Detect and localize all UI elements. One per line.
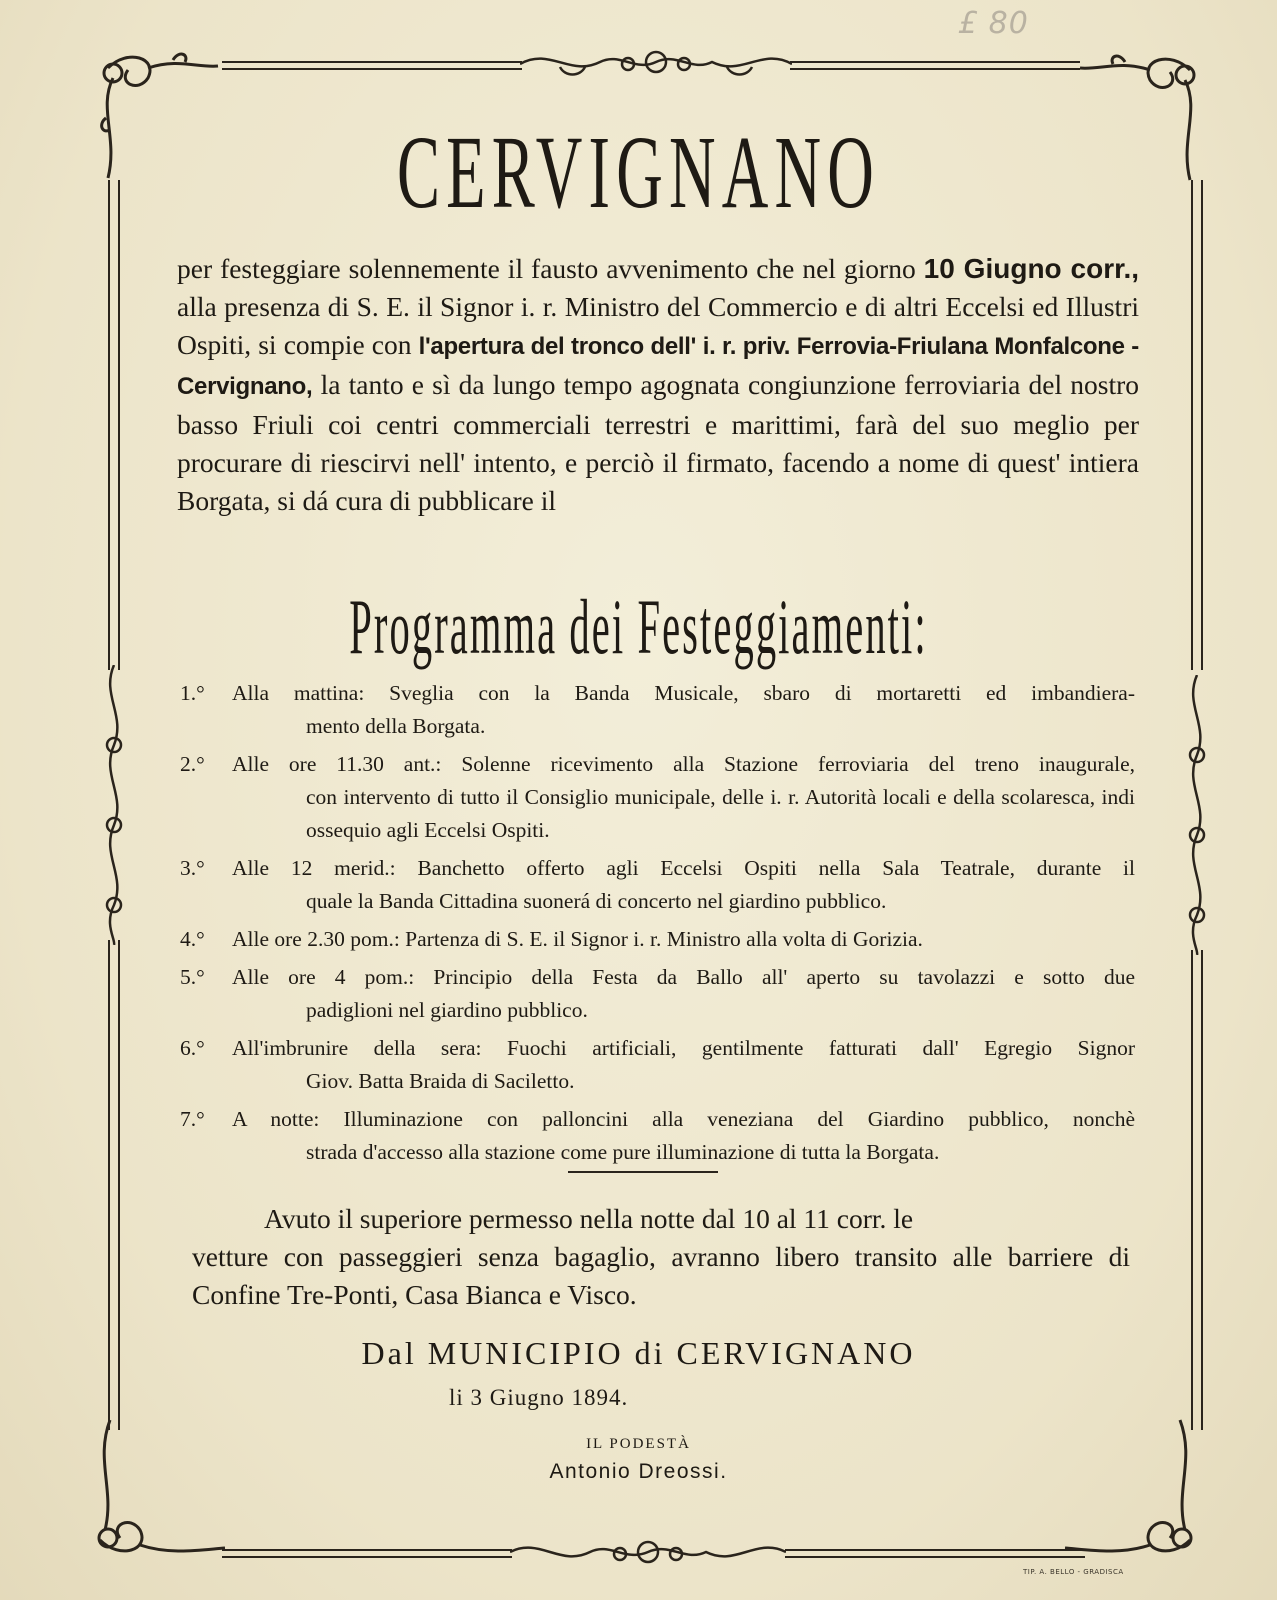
frame-rule <box>785 1549 1085 1551</box>
municipio-signature: Dal MUNICIPIO di CERVIGNANO <box>361 1335 916 1371</box>
section-divider <box>568 1171 718 1173</box>
corner-flourish-icon <box>80 1410 230 1570</box>
programme-item <box>180 748 1135 847</box>
frame-rule <box>222 1549 512 1551</box>
frame-rule <box>222 61 522 63</box>
item-number: 7.° <box>180 1107 205 1131</box>
item-number: 2.° <box>180 752 205 776</box>
programme-item <box>180 852 1135 918</box>
item-number: 1.° <box>180 681 205 705</box>
programme-list <box>180 677 1135 1174</box>
frame-rule <box>222 68 522 70</box>
frame-rule <box>118 180 120 670</box>
header-ornament-icon <box>520 42 792 84</box>
intro-text: la tanto e sì da lungo tempo agognata congiunzione ferroviaria del nostro basso Friuli coi centri commerciali terrestri e marittimi, farà del suo meglio per procurare di riescirvi nell' intento, e perciò il firmato, facendo a nome di quest' intiera Borgata, si dá cura di pubblicare il <box>177 369 1140 516</box>
item-number: 3.° <box>180 856 205 880</box>
podesta-name: Antonio Dreossi. <box>549 1460 728 1483</box>
printer-imprint: TIP. A. BELLO - GRADISCA <box>1023 1568 1124 1576</box>
corner-flourish-icon <box>1070 40 1210 190</box>
programme-item <box>180 677 1135 743</box>
notice-text: vetture con passeggieri senza bagaglio, avranno libero transito alle barriere di Confine Tre-Ponti, Casa Bianca e Visco. <box>192 1241 1130 1310</box>
intro-railway-opening: l'apertura del tronco dell' i. r. priv. Ferrovia-Friulana Monfalcone - Cervignano, <box>177 333 1139 400</box>
frame-rule <box>222 1556 512 1558</box>
item-text: All'imbrunire della sera: Fuochi artificiali, gentilmente fatturati dall' Egregio Signor <box>232 1036 1135 1060</box>
item-text: Alle ore 2.30 pom.: Partenza di S. E. il Signor i. r. Ministro alla volta di Gorizia. <box>232 927 923 951</box>
frame-rule <box>108 180 110 670</box>
intro-paragraph <box>177 250 1139 520</box>
intro-date: 10 Giugno corr., <box>923 253 1140 284</box>
item-text: A notte: Illuminazione con palloncini alla veneziana del Giardino pubblico, nonchè <box>232 1107 1135 1131</box>
side-ornament-icon <box>1179 675 1215 955</box>
item-text: Alle ore 11.30 ant.: Solenne ricevimento alla Stazione ferroviaria del treno inaugurale, <box>232 752 1135 776</box>
programme-title: Programma dei Festeggiamenti: <box>349 583 928 670</box>
issue-date: li 3 Giugno 1894. <box>449 1385 629 1410</box>
programme-item <box>180 1032 1135 1098</box>
item-text-cont: mento della Borgata. <box>306 714 486 738</box>
item-text-cont: Giov. Batta Braida di Saciletto. <box>306 1069 575 1093</box>
notice-first-line: Avuto il superiore permesso nella notte dal 10 al 11 corr. le <box>264 1203 914 1234</box>
poster-title: CERVIGNANO <box>396 115 881 230</box>
item-text: Alle 12 merid.: Banchetto offerto agli Eccelsi Ospiti nella Sala Teatrale, durante il <box>232 856 1135 880</box>
item-text-cont: con intervento di tutto il Consiglio municipale, delle i. r. Autorità locali e della scolaresca, indi ossequio agli Eccelsi Ospiti. <box>306 785 1135 842</box>
item-number: 4.° <box>180 927 205 951</box>
programme-item <box>180 1103 1135 1169</box>
item-text: Alla mattina: Sveglia con la Banda Musicale, sbaro di mortaretti ed imbandiera- <box>232 681 1135 705</box>
frame-rule <box>790 61 1080 63</box>
transit-notice <box>192 1200 1130 1314</box>
frame-rule <box>790 68 1080 70</box>
programme-item <box>180 961 1135 1027</box>
item-text: Alle ore 4 pom.: Principio della Festa da Ballo all' aperto su tavolazzi e sotto due <box>232 965 1135 989</box>
podesta-label: IL PODESTÀ <box>586 1436 691 1452</box>
item-text-cont: strada d'accesso alla stazione come pure illuminazione di tutta la Borgata. <box>306 1140 940 1164</box>
footer-ornament-icon <box>510 1532 786 1574</box>
item-number: 5.° <box>180 965 205 989</box>
intro-text: alla presenza di S. E. il Signor i. r. Ministro del Commercio e di altri Eccelsi ed Illustri Ospiti, si compie con <box>177 291 1139 360</box>
item-text-cont: quale la Banda Cittadina suonerá di concerto nel giardino pubblico. <box>306 889 887 913</box>
intro-text: per festeggiare solennemente il fausto avvenimento che nel giorno <box>177 253 916 284</box>
frame-rule <box>1201 180 1203 670</box>
item-text-cont: padiglioni nel giardino pubblico. <box>306 998 588 1022</box>
frame-rule <box>1191 180 1193 670</box>
corner-flourish-icon <box>88 38 228 188</box>
programme-item <box>180 923 1135 956</box>
frame-rule <box>785 1556 1085 1558</box>
pencil-price-note: £ 80 <box>958 6 1029 41</box>
side-ornament-icon <box>96 665 132 945</box>
item-number: 6.° <box>180 1036 205 1060</box>
corner-flourish-icon <box>1060 1410 1210 1570</box>
